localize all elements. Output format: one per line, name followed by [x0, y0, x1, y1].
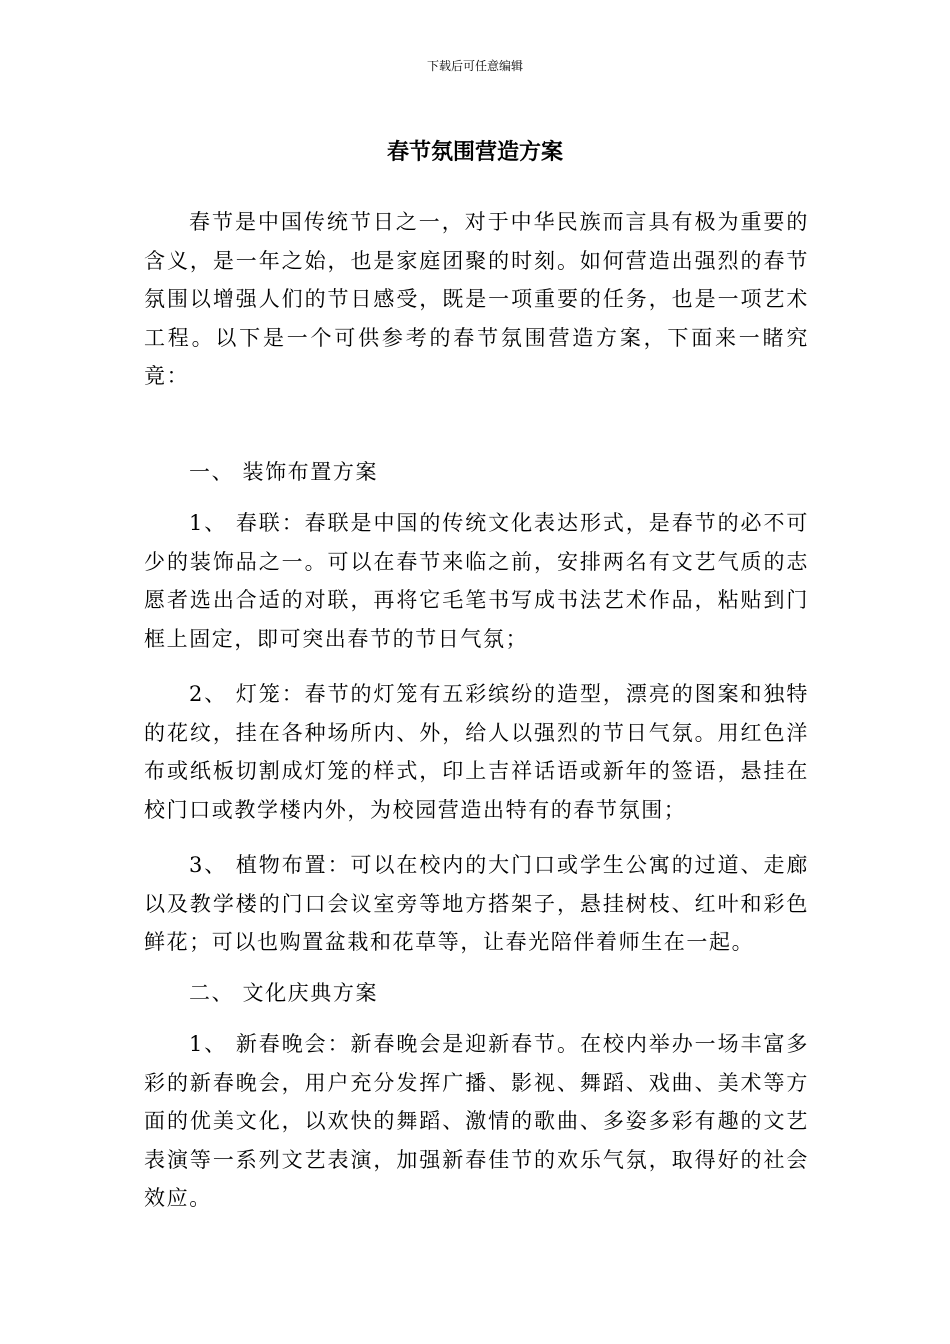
page-header-note: 下载后可任意编辑: [426, 59, 523, 73]
document-body: [144, 203, 809, 1218]
section-heading-celebration: 二、 文化庆典方案: [189, 980, 379, 1005]
list-item-couplets: 1、 春联：春联是中国的传统文化表达形式，是春节的必不可少的装饰品之一。可以在春节来临之前，安排两名有文艺气质的志愿者选出合适的对联，再将它毛笔书写成书法艺术作品，粘贴到门框上固定，即可突出春节的节日气氛；: [144, 511, 809, 651]
intro-paragraph: 春节是中国传统节日之一，对于中华民族而言具有极为重要的含义，是一年之始，也是家庭团聚的时刻。如何营造出强烈的春节氛围以增强人们的节日感受，既是一项重要的任务，也是一项艺术工程。以下是一个可供参考的春节氛围营造方案，下面来一睹究竟：: [144, 210, 809, 388]
section-heading-decoration: 一、 装饰布置方案: [189, 459, 379, 484]
list-item-new-year-gala: 1、 新春晚会：新春晚会是迎新春节。在校内举办一场丰富多彩的新春晚会，用户充分发挥广播、影视、舞蹈、戏曲、美术等方面的优美文化，以欢快的舞蹈、激情的歌曲、多姿多彩有趣的文艺表演等一系列文艺表演，加强新春佳节的欢乐气氛，取得好的社会效应。: [144, 1032, 809, 1210]
list-item-plants: 3、 植物布置：可以在校内的大门口或学生公寓的过道、走廊以及教学楼的门口会议室旁等地方搭架子，悬挂树枝、红叶和彩色鲜花；可以也购置盆栽和花草等，让春光陪伴着师生在一起。: [144, 853, 809, 954]
list-item-lanterns: 2、 灯笼：春节的灯笼有五彩缤纷的造型，漂亮的图案和独特的花纹，挂在各种场所内、外，给人以强烈的节日气氛。用红色洋布或纸板切割成灯笼的样式，印上吉祥话语或新年的签语，悬挂在校门口或教学楼内外，为校园营造出特有的春节氛围；: [144, 682, 809, 822]
document-title: 春节氛围营造方案: [386, 140, 563, 165]
